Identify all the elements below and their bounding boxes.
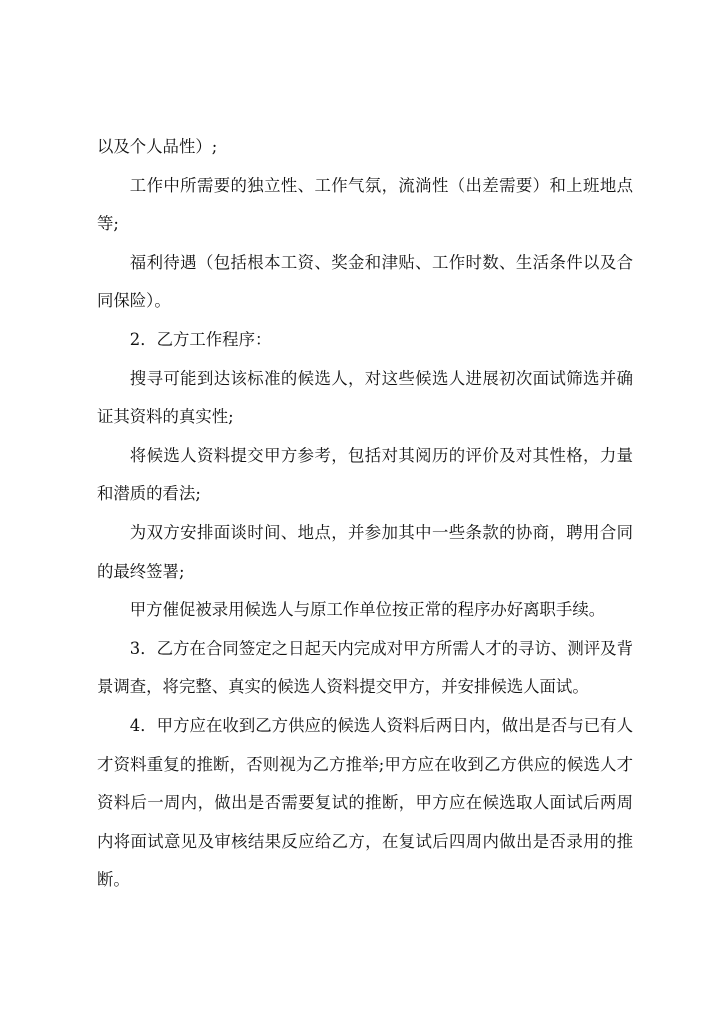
section-heading-procedure: 2．乙方工作程序： — [129, 329, 272, 349]
paragraph-search-candidates: 搜寻可能到达该标准的候选人，对这些候选人进展初次面试筛选并确证其资料的真实性; — [97, 368, 633, 427]
paragraph-benefits: 福利待遇（包括根本工资、奖金和津贴、工作时数、生活条件以及合同保险）。 — [97, 252, 633, 311]
paragraph-submit-resumes: 将候选人资料提交甲方参考，包括对其阅历的评价及对其性格，力量和潜质的看法; — [97, 445, 633, 504]
paragraph-continuation: 以及个人品性）; — [97, 137, 218, 156]
paragraph-resignation: 甲方催促被录用候选人与原工作单位按正常的程序办好离职手续。 — [129, 600, 606, 620]
document-body — [97, 128, 633, 900]
paragraph-arrange-interviews: 为双方安排面谈时间、地点，并参加其中一些条款的协商，聘用合同的最终签署; — [97, 522, 633, 581]
paragraph-work-environment: 工作中所需要的独立性、工作气氛，流淌性（出差需要）和上班地点等; — [97, 175, 633, 234]
paragraph-clause-3: 3．乙方在合同签定之日起天内完成对甲方所需人才的寻访、测评及背景调查，将完整、真实的候选人资料提交甲方，并安排候选人面试。 — [97, 638, 633, 697]
paragraph-clause-4: 4．甲方应在收到乙方供应的候选人资料后两日内，做出是否与已有人才资料重复的推断，否则视为乙方推举;甲方应在收到乙方供应的候选人才资料后一周内，做出是否需要复试的推断，甲方应在候选取人面试后两周内将面试意见及审核结果反应给乙方，在复试后四周内做出是否录用的推断。 — [97, 715, 633, 890]
